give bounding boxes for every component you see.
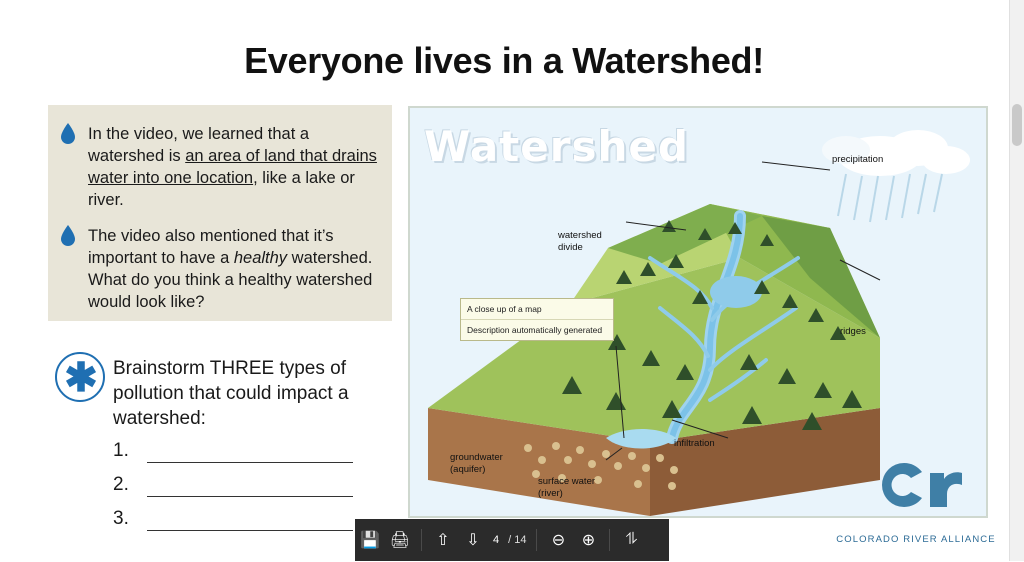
save-icon[interactable]: 💾 [360, 532, 380, 549]
list-item [113, 440, 383, 474]
answer-blank-line[interactable] [147, 496, 353, 497]
vertical-scrollbar[interactable] [1009, 0, 1024, 561]
page-count-label: / 14 [508, 534, 527, 546]
toolbar-divider [536, 529, 537, 551]
zoom-out-icon[interactable]: ⊖ [551, 532, 566, 549]
label-precipitation: precipitation [832, 154, 884, 165]
water-drop-icon [60, 123, 76, 145]
label-watershed-divide: watershed divide [558, 230, 602, 253]
brainstorm-prompt: Brainstorm THREE types of pollution that could impact a watershed: [113, 358, 349, 429]
list-number: 1. [113, 440, 129, 461]
bullet-text: In the video, we learned that a watershed is an area of land that drains water into one location, like a lake or river. [88, 125, 377, 209]
figure-heading: Watershed [424, 122, 689, 171]
page-down-icon[interactable]: ⇩ [466, 532, 480, 549]
page-title: Everyone lives in a Watershed! [244, 40, 764, 81]
scrollbar-thumb[interactable] [1012, 104, 1022, 146]
label-ridges: ridges [840, 326, 866, 337]
bullet-text: The video also mentioned that it’s important to have a healthy watershed. What do you think a healthy watershed would look like? [88, 227, 373, 311]
brand-name: COLORADO RIVER ALLIANCE [836, 534, 996, 545]
current-page-input[interactable]: 4 [493, 534, 500, 546]
print-icon[interactable]: 🖨 [389, 532, 411, 549]
alt-text-line-2: Description automatically generated [461, 319, 613, 340]
list-number: 2. [113, 474, 129, 495]
list-item [113, 508, 383, 542]
water-drop-icon [60, 225, 76, 247]
page-up-icon[interactable]: ⇧ [436, 532, 450, 549]
alt-text-tooltip [460, 298, 614, 341]
answer-blank-line[interactable] [147, 462, 353, 463]
alt-text-line-1: A close up of a map [467, 304, 542, 314]
list-number: 3. [113, 508, 129, 529]
label-surface-water: surface water (river) [538, 476, 596, 499]
adobe-acrobat-icon[interactable]: ⥮ [625, 531, 638, 548]
label-groundwater: groundwater (aquifer) [450, 452, 503, 475]
zoom-in-icon[interactable]: ⊕ [581, 532, 596, 549]
toolbar-divider [421, 529, 422, 551]
pdf-toolbar[interactable] [355, 519, 669, 561]
text-callout-box [48, 105, 392, 321]
label-infiltration: infiltration [674, 438, 715, 449]
answer-blank-line[interactable] [147, 530, 353, 531]
asterisk-icon: ✱ [55, 352, 107, 404]
answer-list [113, 440, 383, 542]
list-item [113, 474, 383, 508]
colorado-river-alliance-logo [852, 455, 982, 515]
toolbar-divider [609, 529, 610, 551]
